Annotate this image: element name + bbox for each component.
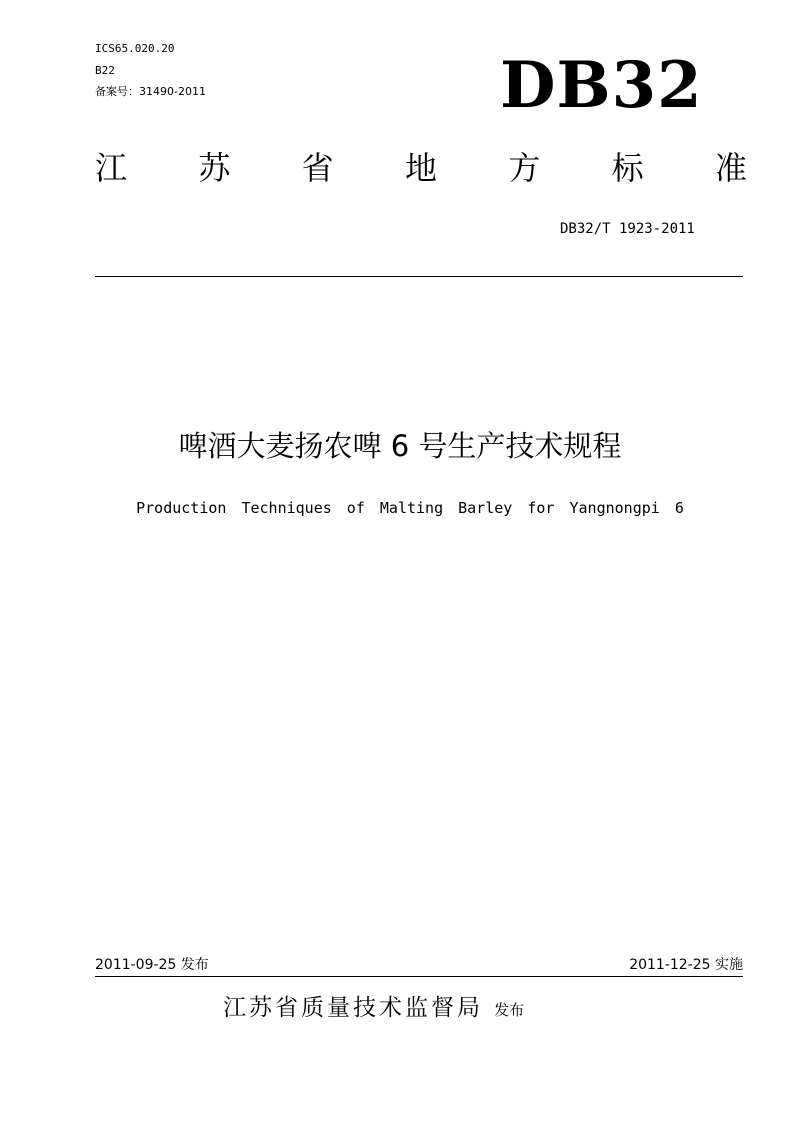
authority-char: 准 xyxy=(714,149,747,187)
ics-code: ICS65.020.20 xyxy=(95,42,175,55)
authority-char: 地 xyxy=(404,149,437,187)
standard-number: DB32/T 1923-2011 xyxy=(560,221,695,237)
authority-char: 标 xyxy=(611,149,644,187)
authority-char: 江 xyxy=(95,149,128,187)
authority-char: 苏 xyxy=(198,149,231,187)
implementation-date: 2011-12-25 实施 xyxy=(629,957,743,973)
classification-code: B22 xyxy=(95,64,115,77)
footer-divider xyxy=(95,976,743,977)
issue-date: 2011-09-25 发布 xyxy=(95,957,209,973)
header-divider xyxy=(95,276,743,277)
document-title-chinese: 啤酒大麦扬农啤 6 号生产技术规程 xyxy=(178,429,622,463)
authority-title xyxy=(95,146,747,190)
authority-char: 省 xyxy=(301,149,334,187)
record-number: 备案号：31490-2011 xyxy=(95,85,206,98)
issuer-suffix: 发布 xyxy=(494,1001,525,1019)
issuer-block xyxy=(223,990,524,1028)
document-title-english: Production Techniques of Malting Barley for Yangnongpi 6 xyxy=(136,499,684,517)
issuer-name: 江苏省质量技术监督局 xyxy=(223,995,483,1021)
authority-char: 方 xyxy=(508,149,541,187)
standard-code-logo: DB32 xyxy=(500,48,703,123)
